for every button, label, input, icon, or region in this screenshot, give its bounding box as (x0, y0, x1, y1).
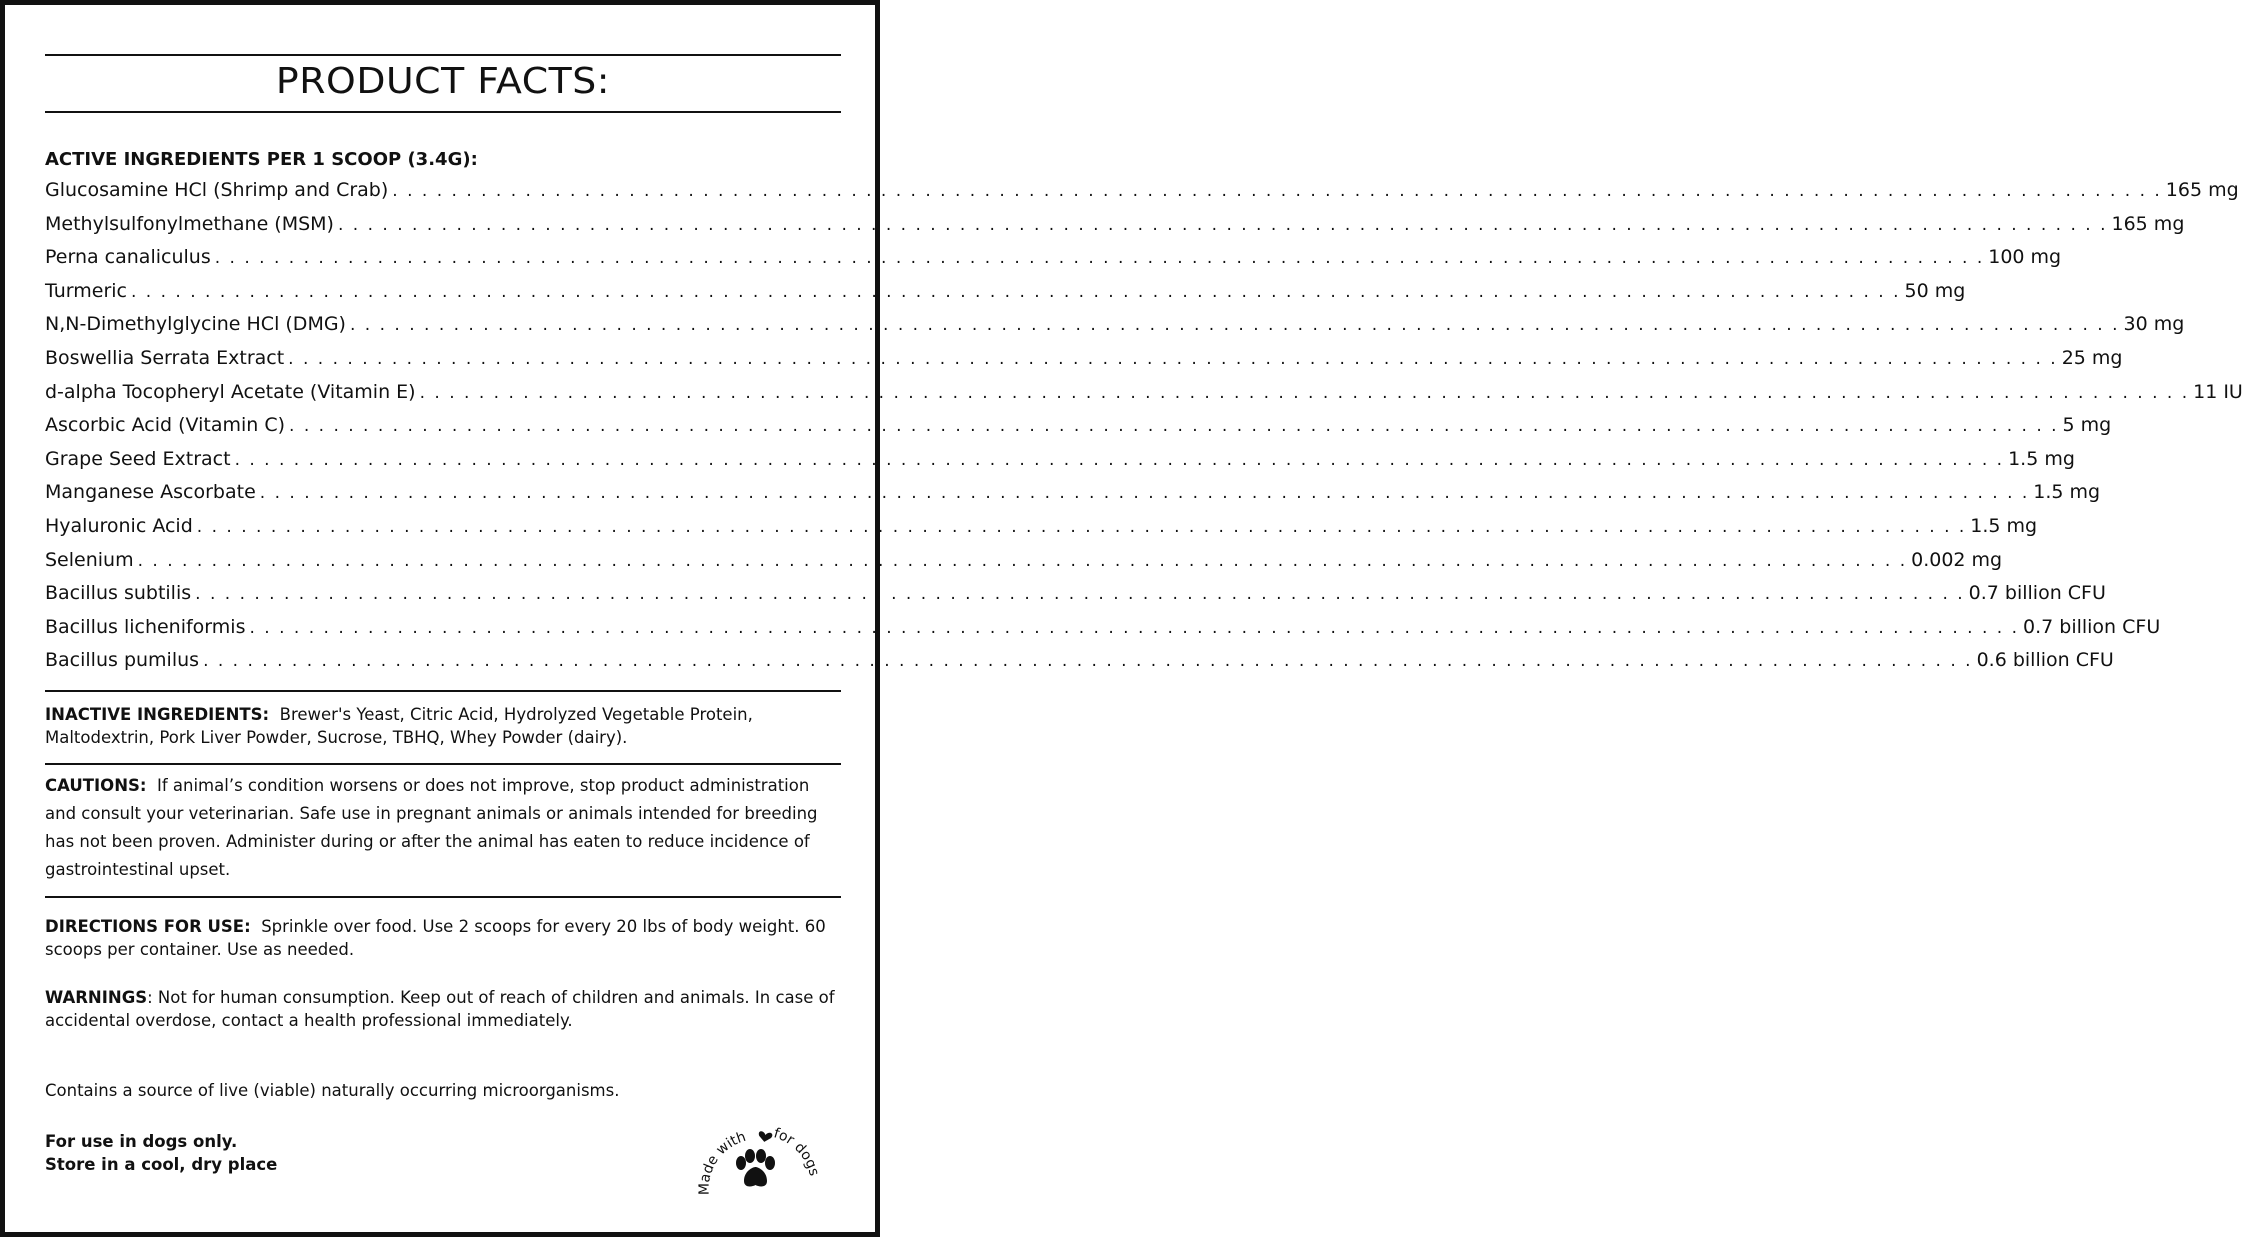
ingredient-amount: 1.5 mg (2033, 481, 2101, 504)
dot-leader: . . . . . . . . . . . . . . . . . . . . . . . . . . . . . . . . . . . . . . . . . . . . . . . . . . . . . . . . . . . . . . . . . . . . . . . . . . . . . . . . . . . . . . . . . . . . . . . . . . . . . . . . . . . . . . . . . . . . . . . . (289, 416, 2059, 437)
ingredient-amount: 1.5 mg (2008, 447, 2075, 470)
dot-leader: . . . . . . . . . . . . . . . . . . . . . . . . . . . . . . . . . . . . . . . . . . . . . . . . . . . . . . . . . . . . . . . . . . . . . . . . . . . . . . . . . . . . . . . . . . . . . . . . . . . . . . . . . . . . . . . . . . . . . . . . (137, 550, 1908, 571)
made-with-love-badge (687, 1107, 827, 1207)
ingredient-name: Hyaluronic Acid (45, 514, 193, 537)
ingredient-row (45, 246, 2062, 280)
ingredient-name: Perna canaliculus (45, 246, 211, 269)
ingredient-row (45, 179, 2239, 213)
ingredient-name: Manganese Ascorbate (45, 481, 256, 504)
cautions (45, 772, 835, 884)
ingredient-amount: 50 mg (1904, 279, 1966, 302)
ingredient-row (45, 414, 2112, 448)
active-ingredients-list (45, 179, 2243, 683)
inactive-divider (45, 763, 841, 765)
directions (45, 915, 835, 961)
ingredient-row (45, 548, 2003, 583)
dot-leader: . . . . . . . . . . . . . . . . . . . . . . . . . . . . . . . . . . . . . . . . . . . . . . . . . . . . . . . . . . . . . . . . . . . . . . . . . . . . . . . . . . . . . . . . . . . . . . . . . . . . . . . . . . . . . . . . . . . . . . . . (196, 516, 1967, 537)
warnings-label: WARNINGS (45, 988, 148, 1007)
ingredient-name: Bacillus pumilus (45, 649, 200, 672)
dot-leader: . . . . . . . . . . . . . . . . . . . . . . . . . . . . . . . . . . . . . . . . . . . . . . . . . . . . . . . . . . . . . . . . . . . . . . . . . . . . . . . . . . . . . . . . . . . . . . . . . . . . . . . . . . . . . . . . . . . . . . . . (234, 449, 2005, 470)
dogs-only-line: For use in dogs only. (45, 1132, 238, 1151)
ingredient-row (45, 346, 2123, 381)
ingredient-amount: 0.6 billion CFU (1976, 649, 2114, 672)
dot-leader: . . . . . . . . . . . . . . . . . . . . . . . . . . . . . . . . . . . . . . . . . . . . . . . . . . . . . . . . . . . . . . . . . . . . . . . . . . . . . . . . . . . . . . . . . . . . . . . . . . . . . . . . . . . . . . . . . . . . . . . . (130, 281, 1901, 302)
ingredient-name: Bacillus licheniformis (45, 615, 246, 638)
dot-leader: . . . . . . . . . . . . . . . . . . . . . . . . . . . . . . . . . . . . . . . . . . . . . . . . . . . . . . . . . . . . . . . . . . . . . . . . . . . . . . . . . . . . . . . . . . . . . . . . . . . . . . . . . . . . . . . . . . . . . . . . (392, 181, 2162, 201)
ingredient-amount: 25 mg (2061, 346, 2123, 369)
top-divider (45, 54, 841, 56)
ingredient-row (45, 212, 2185, 247)
ingredient-row (45, 481, 2101, 515)
ingredient-amount: 165 mg (2111, 212, 2185, 235)
dot-leader: . . . . . . . . . . . . . . . . . . . . . . . . . . . . . . . . . . . . . . . . . . . . . . . . . . . . . . . . . . . . . . . . . . . . . . . . . . . . . . . . . . . . . . . . . . . . . . . . . . . . . . . . . . . . . . . . . . . . . . . . (349, 315, 2120, 336)
ingredient-row (45, 313, 2185, 347)
directions-label: DIRECTIONS FOR USE: (45, 917, 251, 936)
microorganisms-note: Contains a source of live (viable) naturally occurring microorganisms. (45, 1081, 620, 1100)
ingredient-name: Selenium (45, 548, 134, 571)
cautions-text: If animal’s condition worsens or does not improve, stop product administration and consult your veterinarian. Safe use in pregnant animals or animals intended for breeding has not been proven. Administer during or after the animal has eaten to reduce incidence of gastrointestinal upset. (45, 776, 818, 879)
ingredient-amount: 0.7 billion CFU (2023, 615, 2161, 638)
cautions-divider (45, 896, 841, 898)
ingredient-row (45, 380, 2243, 415)
dot-leader: . . . . . . . . . . . . . . . . . . . . . . . . . . . . . . . . . . . . . . . . . . . . . . . . . . . . . . . . . . . . . . . . . . . . . . . . . . . . . . . . . . . . . . . . . . . . . . . . . . . . . . . . . . . . . . . . . . . . . . . . (259, 483, 2030, 504)
ingredient-row (45, 279, 1966, 314)
title-divider (45, 111, 841, 113)
warnings-text: : Not for human consumption. Keep out of reach of children and animals. In case of accidental overdose, contact a health professional immediately. (45, 988, 835, 1030)
ingredient-name: Boswellia Serrata Extract (45, 346, 285, 369)
ingredient-row (45, 447, 2075, 482)
dot-leader: . . . . . . . . . . . . . . . . . . . . . . . . . . . . . . . . . . . . . . . . . . . . . . . . . . . . . . . . . . . . . . . . . . . . . . . . . . . . . . . . . . . . . . . . . . . . . . . . . . . . . . . . . . . . . . . . . . . . . . . . (288, 348, 2058, 369)
ingredient-amount: 1.5 mg (1970, 514, 2038, 537)
ingredient-amount: 5 mg (2062, 414, 2112, 437)
ingredient-name: Turmeric (45, 279, 127, 302)
ingredient-amount: 0.002 mg (1911, 548, 2003, 571)
ingredient-name: N,N-Dimethylglycine HCl (DMG) (45, 313, 346, 336)
dot-leader: . . . . . . . . . . . . . . . . . . . . . . . . . . . . . . . . . . . . . . . . . . . . . . . . . . . . . . . . . . . . . . . . . . . . . . . . . . . . . . . . . . . . . . . . . . . . . . . . . . . . . . . . . . . . . . . . . . . . . . . . (214, 248, 1985, 269)
inactive-ingredients (45, 703, 835, 749)
heart-icon (758, 1131, 773, 1143)
badge-text-right: for dogs (771, 1125, 822, 1178)
ingredient-name: Bacillus subtilis (45, 582, 192, 605)
dot-leader: . . . . . . . . . . . . . . . . . . . . . . . . . . . . . . . . . . . . . . . . . . . . . . . . . . . . . . . . . . . . . . . . . . . . . . . . . . . . . . . . . . . . . . . . . . . . . . . . . . . . . . . . . . . . . . . . . . . . . . . . (203, 651, 1973, 672)
inactive-ingredients-label: INACTIVE INGREDIENTS: (45, 705, 270, 724)
dot-leader: . . . . . . . . . . . . . . . . . . . . . . . . . . . . . . . . . . . . . . . . . . . . . . . . . . . . . . . . . . . . . . . . . . . . . . . . . . . . . . . . . . . . . . . . . . . . . . . . . . . . . . . . . . . . . . . . . . . . . . . . (249, 617, 2019, 638)
paw-icon (736, 1149, 775, 1186)
ingredient-row (45, 615, 2161, 650)
ingredient-amount: 100 mg (1988, 246, 2062, 269)
directions-text: Sprinkle over food. Use 2 scoops for every 20 lbs of body weight. 60 scoops per container. Use as needed. (45, 917, 826, 959)
ingredient-amount: 165 mg (2165, 179, 2239, 201)
cautions-label: CAUTIONS: (45, 776, 147, 795)
page-title: PRODUCT FACTS: (275, 61, 611, 102)
ingredient-amount: 0.7 billion CFU (1968, 582, 2106, 605)
ingredient-name: d-alpha Tocopheryl Acetate (Vitamin E) (45, 380, 416, 403)
inactive-ingredients-text: Brewer's Yeast, Citric Acid, Hydrolyzed Vegetable Protein, Maltodextrin, Pork Liver Powder, Sucrose, TBHQ, Whey Powder (dairy). (45, 705, 753, 747)
ingredient-row (45, 582, 2106, 616)
dot-leader: . . . . . . . . . . . . . . . . . . . . . . . . . . . . . . . . . . . . . . . . . . . . . . . . . . . . . . . . . . . . . . . . . . . . . . . . . . . . . . . . . . . . . . . . . . . . . . . . . . . . . . . . . . . . . . . . . . . . . . . . (337, 214, 2108, 235)
ingredient-amount: 11 IU (2193, 380, 2243, 403)
active-ingredients-heading: ACTIVE INGREDIENTS PER 1 SCOOP (3.4G): (45, 149, 478, 170)
dot-leader: . . . . . . . . . . . . . . . . . . . . . . . . . . . . . . . . . . . . . . . . . . . . . . . . . . . . . . . . . . . . . . . . . . . . . . . . . . . . . . . . . . . . . . . . . . . . . . . . . . . . . . . . . . . . . . . . . . . . . . . . (419, 382, 2190, 403)
ingredients-divider (45, 690, 841, 692)
dot-leader: . . . . . . . . . . . . . . . . . . . . . . . . . . . . . . . . . . . . . . . . . . . . . . . . . . . . . . . . . . . . . . . . . . . . . . . . . . . . . . . . . . . . . . . . . . . . . . . . . . . . . . . . . . . . . . . . . . . . . . . . (195, 584, 1965, 605)
ingredient-name: Ascorbic Acid (Vitamin C) (45, 414, 286, 437)
badge-text-left: Made with (696, 1128, 748, 1196)
warnings (45, 986, 835, 1032)
ingredient-name: Grape Seed Extract (45, 447, 231, 470)
storage-line: Store in a cool, dry place (45, 1155, 278, 1174)
ingredient-amount: 30 mg (2123, 313, 2185, 336)
ingredient-row (45, 514, 2038, 549)
ingredient-name: Methylsulfonylmethane (MSM) (45, 212, 334, 235)
ingredient-row (45, 649, 2114, 683)
ingredient-name: Glucosamine HCl (Shrimp and Crab) (45, 179, 389, 201)
